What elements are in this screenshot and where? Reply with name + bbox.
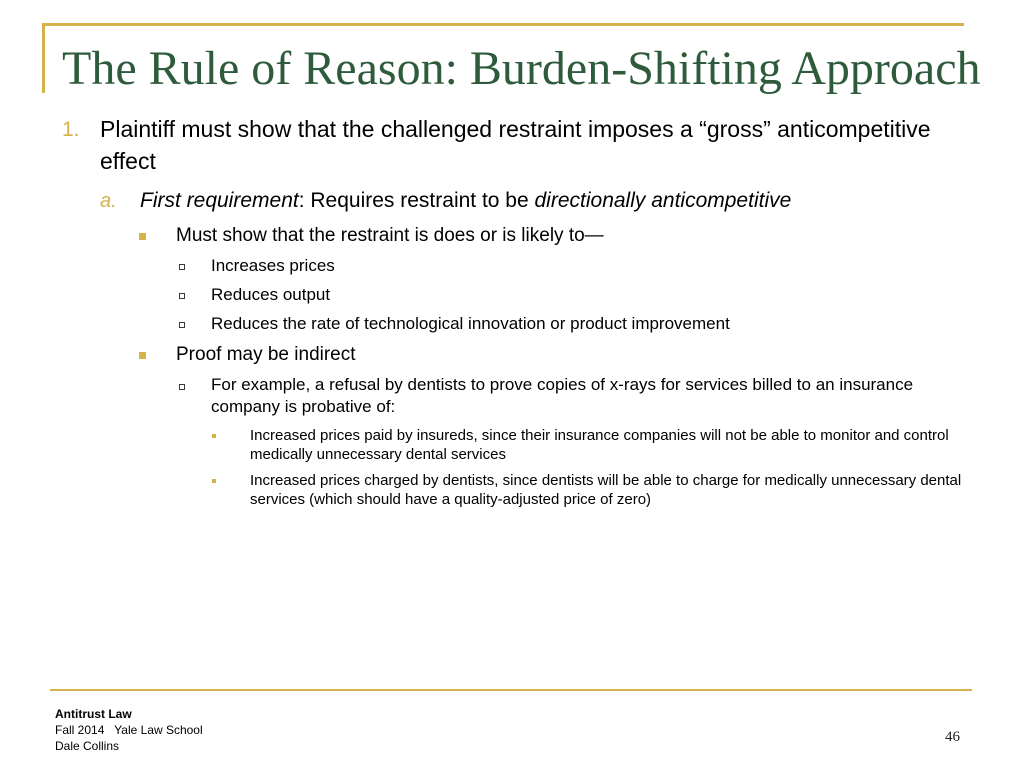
example-item: Increased prices paid by insureds, since their insurance companies will not be able to monitor and control medically unnecessary dental services bbox=[250, 427, 949, 463]
hollow-square-bullet-icon bbox=[179, 293, 185, 299]
small-square-bullet-icon bbox=[212, 479, 216, 483]
show-item: Reduces output bbox=[211, 285, 331, 304]
show-item: Increases prices bbox=[211, 256, 335, 275]
square-bullet-icon bbox=[139, 233, 146, 240]
proof-text: Proof may be indirect bbox=[176, 344, 356, 365]
example-text: For example, a refusal by dentists to prove copies of x-rays for services billed to an insurance company is probative of: bbox=[211, 375, 914, 416]
show-item: Reduces the rate of technological innovation or product improvement bbox=[211, 314, 730, 333]
first-requirement-label: First requirement bbox=[140, 189, 299, 212]
page-number: 46 bbox=[945, 729, 960, 745]
footer-term: Fall 2014 Yale Law School bbox=[55, 723, 203, 737]
point-1-text: Plaintiff must show that the challenged restraint imposes a “gross” anticompetitive effect bbox=[100, 116, 931, 174]
small-square-bullet-icon bbox=[212, 434, 216, 438]
hollow-square-bullet-icon bbox=[179, 384, 185, 390]
must-show-text: Must show that the restraint is does or is likely to— bbox=[176, 225, 604, 246]
sub-point-a bbox=[140, 188, 980, 214]
hollow-square-bullet-icon bbox=[179, 322, 185, 328]
slide-title: The Rule of Reason: Burden-Shifting Approach bbox=[62, 42, 981, 95]
hollow-square-bullet-icon bbox=[179, 264, 185, 270]
top-border-rule bbox=[42, 23, 964, 26]
left-border-rule bbox=[42, 23, 45, 93]
list-number: 1. bbox=[62, 118, 80, 141]
footer-rule bbox=[50, 689, 972, 691]
square-bullet-icon bbox=[139, 352, 146, 359]
sub-letter: a. bbox=[100, 190, 117, 212]
requirement-text: : Requires restraint to be bbox=[298, 189, 535, 212]
directionally-anticompetitive-emphasis: directionally anticompetitive bbox=[534, 189, 792, 212]
footer-course: Antitrust Law bbox=[55, 707, 132, 721]
example-item: Increased prices charged by dentists, since dentists will be able to charge for medically unnecessary dental services (which should have a quality-adjusted price of zero) bbox=[250, 472, 962, 508]
footer-author: Dale Collins bbox=[55, 739, 120, 753]
footer bbox=[55, 706, 203, 754]
